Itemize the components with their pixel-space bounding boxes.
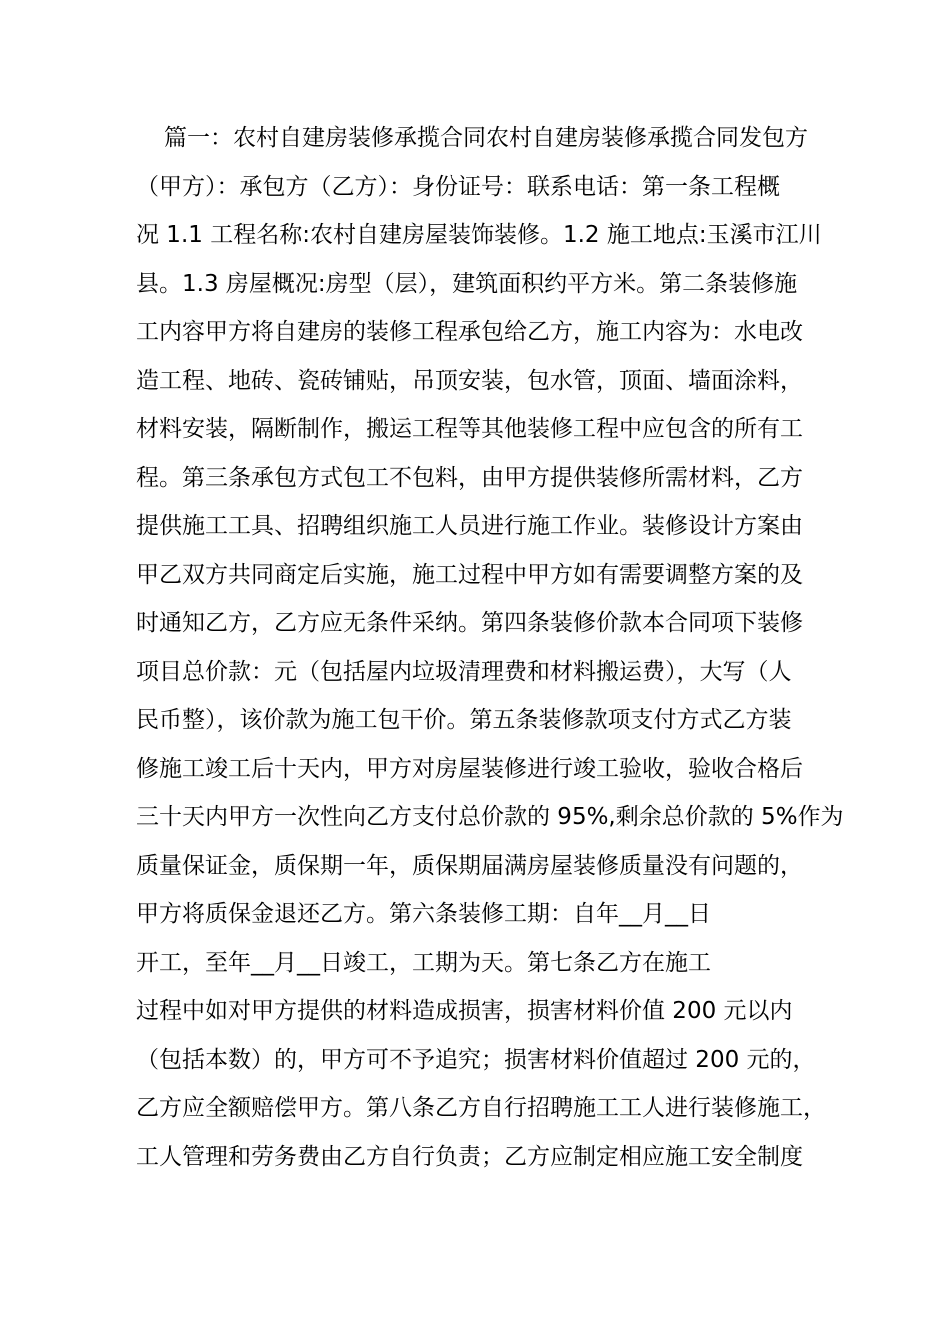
text-line: 工人管理和劳务费由乙方自行负责；乙方应制定相应施工安全制度 bbox=[136, 1143, 803, 1170]
text-line: 民币整），该价款为施工包干价。第五条装修款项支付方式乙方装 bbox=[136, 707, 792, 733]
text-line: 程。第三条承包方式包工不包料，由甲方提供装修所需材料，乙方 bbox=[136, 464, 803, 491]
text-line: 县。1.3 房屋概况:房型（层），建筑面积约平方米。第二条装修施 bbox=[136, 270, 798, 297]
text-line: 三十天内甲方一次性向乙方支付总价款的 95%,剩余总价款的 5%作为 bbox=[136, 804, 844, 830]
text-line: 乙方应全额赔偿甲方。第八条乙方自行招聘施工工人进行装修施工， bbox=[136, 1095, 826, 1121]
text-line: 篇一：农村自建房装修承揽合同农村自建房装修承揽合同发包方 bbox=[164, 125, 808, 151]
text-line: 提供施工工具、招聘组织施工人员进行施工作业。装修设计方案由 bbox=[136, 513, 803, 539]
text-line: 工内容甲方将自建房的装修工程承包给乙方，施工内容为：水电改 bbox=[136, 319, 803, 345]
text-line: 项目总价款：元（包括屋内垃圾清理费和材料搬运费），大写（人 bbox=[136, 658, 792, 685]
text-line: （包括本数）的，甲方可不予追究；损害材料价值超过 200 元的， bbox=[136, 1046, 816, 1073]
text-line: 时通知乙方，乙方应无条件采纳。第四条装修价款本合同项下装修 bbox=[136, 610, 803, 636]
text-line: 修施工竣工后十天内，甲方对房屋装修进行竣工验收，验收合格后 bbox=[136, 755, 803, 782]
text-line: 造工程、地砖、瓷砖铺贴，吊顶安装，包水管，顶面、墙面涂料， bbox=[136, 367, 803, 394]
text-line: 况 1.1 工程名称:农村自建房屋装饰装修。1.2 施工地点:玉溪市江川 bbox=[136, 222, 822, 248]
text-line: 材料安装，隔断制作，搬运工程等其他装修工程中应包含的所有工 bbox=[136, 416, 803, 442]
text-line: 甲乙双方共同商定后实施，施工过程中甲方如有需要调整方案的及 bbox=[136, 561, 803, 588]
text-line: 质量保证金，质保期一年，质保期届满房屋装修质量没有问题的， bbox=[136, 852, 803, 879]
contract-body-text bbox=[136, 114, 844, 1181]
text-line: 过程中如对甲方提供的材料造成损害，损害材料价值 200 元以内 bbox=[136, 998, 793, 1024]
text-line: 甲方将质保金退还乙方。第六条装修工期：自年__月__日 bbox=[136, 901, 711, 927]
text-line: 开工，至年__月__日竣工，工期为天。第七条乙方在施工 bbox=[136, 949, 711, 976]
text-line: （甲方）：承包方（乙方）：身份证号：联系电话：第一条工程概 bbox=[136, 173, 780, 200]
